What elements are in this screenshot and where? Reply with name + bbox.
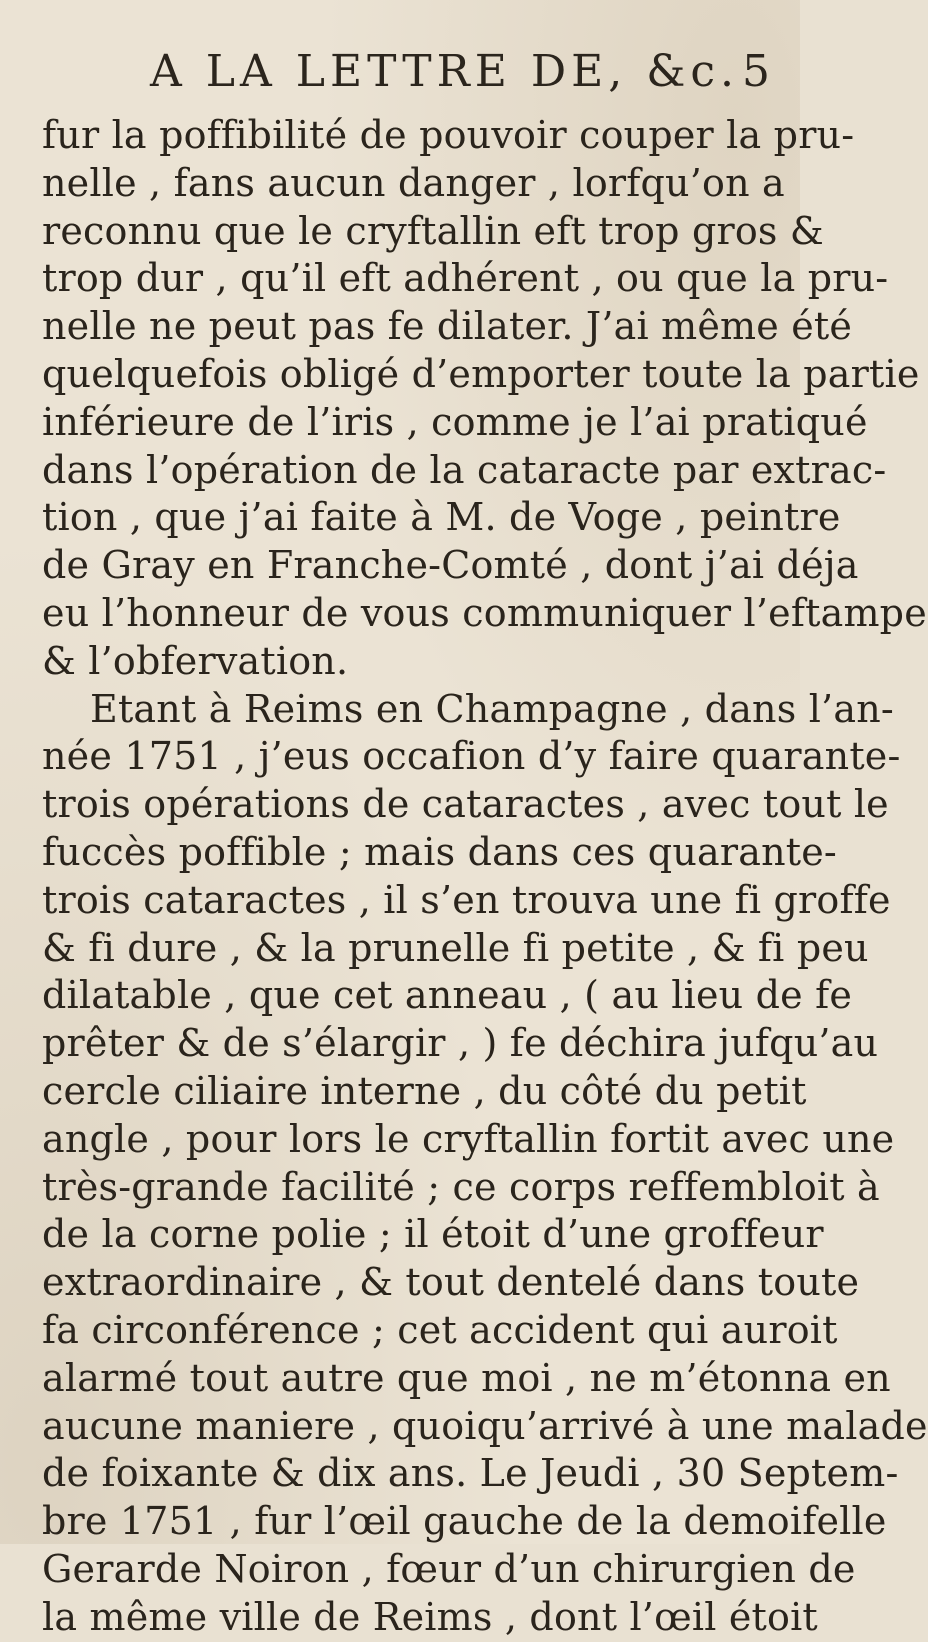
text-line: reconnu que le cryftallin eft trop gros & xyxy=(42,208,824,253)
text-line: bre 1751 , fur l’œil gauche de la demoifelle xyxy=(42,1499,887,1544)
text-line: trois opérations de cataractes , avec tout le xyxy=(42,782,889,827)
text-line: angle , pour lors le cryftallin fortit avec une xyxy=(42,1116,895,1161)
text-line: aucune maniere , quoiqu’arrivé à une malade xyxy=(42,1403,928,1448)
text-line: dans l’opération de la cataracte par extrac- xyxy=(42,447,887,492)
body-text xyxy=(42,112,928,1642)
text-line: très-grande facilité ; ce corps reffembloit à xyxy=(42,1164,880,1209)
paragraph-start-line: Etant à Reims en Champagne , dans l’an- xyxy=(90,686,894,731)
text-line: cercle ciliaire interne , du côté du petit xyxy=(42,1068,807,1113)
text-line: fur la poffibilité de pouvoir couper la pru- xyxy=(42,113,855,157)
text-line: quelquefois obligé d’emporter toute la partie xyxy=(42,351,920,396)
page-number: 5 xyxy=(742,46,775,97)
text-line: & fi dure , & la prunelle fi petite , & fi peu xyxy=(42,925,869,970)
text-line: prêter & de s’élargir , ) fe déchira jufqu’au xyxy=(42,1021,879,1066)
running-header xyxy=(150,46,790,96)
text-line: Gerarde Noiron , fœur d’un chirurgien de xyxy=(42,1546,856,1591)
text-line: fa circonférence ; cet accident qui auroit xyxy=(42,1307,838,1352)
text-line: extraordinaire , & tout dentelé dans toute xyxy=(42,1260,860,1305)
text-line: de la corne polie ; il étoit d’une groffeur xyxy=(42,1212,824,1257)
text-line: tion , que j’ai faite à M. de Voge , peintre xyxy=(42,495,841,540)
text-line: inférieure de l’iris , comme je l’ai pratiqué xyxy=(42,399,868,444)
text-line: de Gray en Franche-Comté , dont j’ai déja xyxy=(42,543,859,588)
text-line: alarmé tout autre que moi , ne m’étonna en xyxy=(42,1355,891,1400)
text-line: née 1751 , j’eus occafion d’y faire quarante- xyxy=(42,734,901,779)
text-line: de foixante & dix ans. Le Jeudi , 30 Septem- xyxy=(42,1451,899,1496)
text-line: nelle , fans aucun danger , lorfqu’on a xyxy=(42,160,785,205)
text-line: eu l’honneur de vous communiquer l’eftampe xyxy=(42,590,927,635)
text-line: trois cataractes , il s’en trouva une fi groffe xyxy=(42,877,891,922)
text-line: trop dur , qu’il eft adhérent , ou que la pru- xyxy=(42,256,889,301)
text-line: nelle ne peut pas fe dilater. J’ai même été xyxy=(42,304,853,349)
text-line: la même ville de Reims , dont l’œil étoit xyxy=(42,1594,818,1639)
text-line: & l’obfervation. xyxy=(42,638,349,683)
running-title: A LA LETTRE DE, &c. xyxy=(150,46,739,97)
text-line: dilatable , que cet anneau , ( au lieu de fe xyxy=(42,973,853,1018)
text-line: fuccès poffible ; mais dans ces quarante- xyxy=(42,829,837,874)
